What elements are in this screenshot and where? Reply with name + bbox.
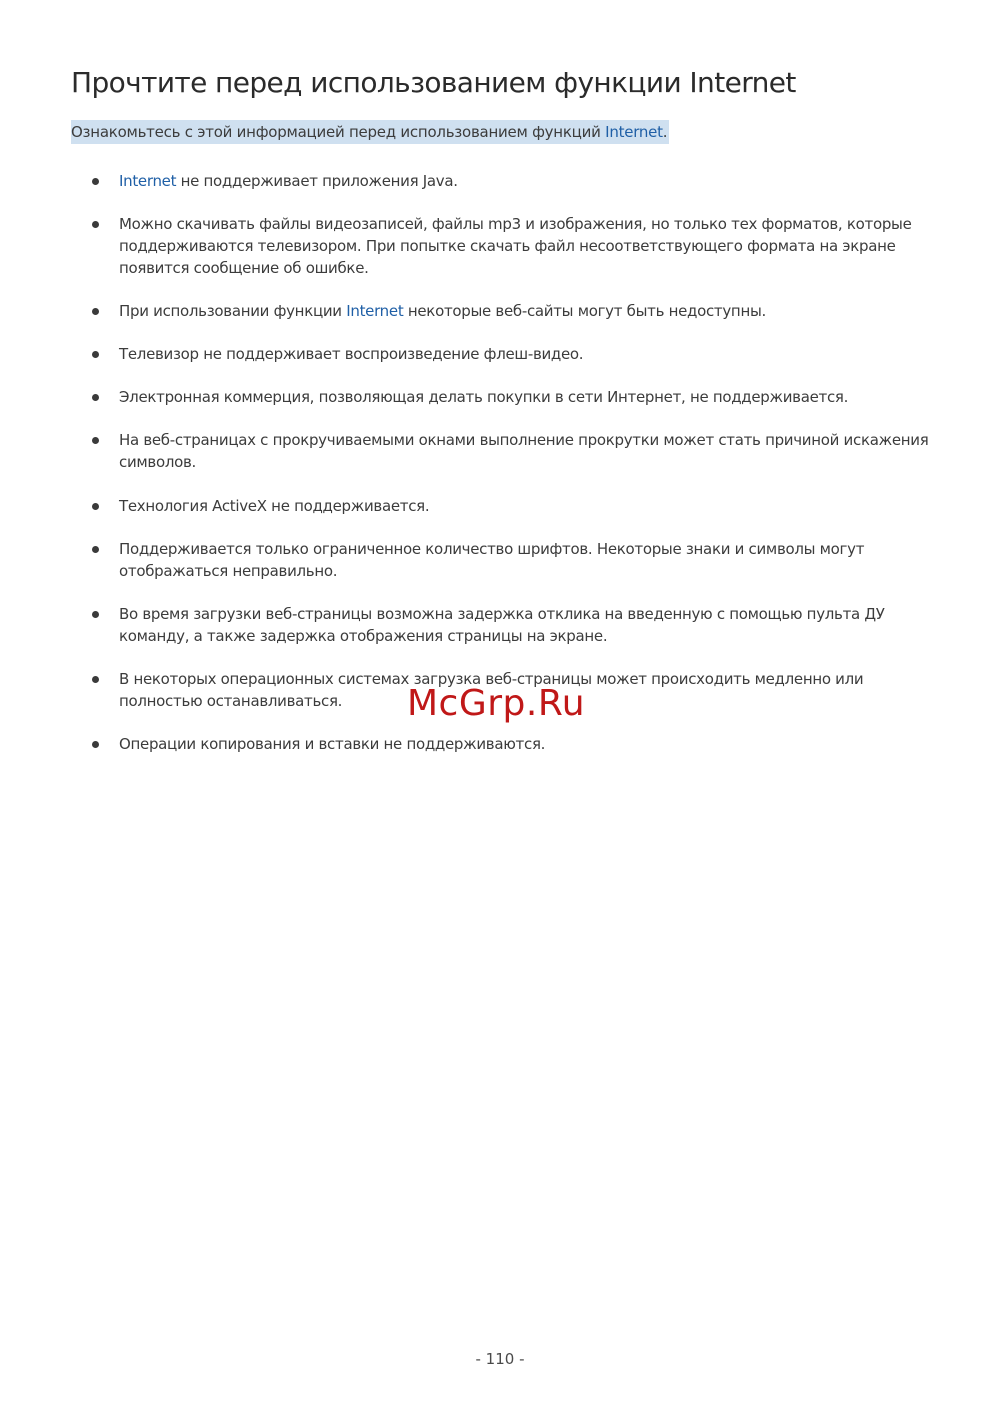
list-item-line: поддерживаются телевизором. При попытке скачать файл несоответствующего формата на экране [119,237,896,255]
bullet-icon [92,741,99,748]
page-number: - 110 - [475,1350,525,1368]
bullet-icon [92,351,99,358]
list-item-line: команду, а также задержка отображения страницы на экране. [119,627,608,645]
list-item-line: Internet не поддерживает приложения Java. [119,172,458,190]
intro-period: . [662,123,668,141]
list-item [119,538,959,582]
list-item [119,170,959,192]
internet-link[interactable]: Internet [346,302,404,320]
bullet-icon [92,308,99,315]
list-item [119,603,959,647]
list-item-line: символов. [119,453,197,471]
list-item [119,733,959,755]
bullet-icon [92,221,99,228]
list-item-line: Операции копирования и вставки не поддерживаются. [119,735,546,753]
bullet-icon [92,676,99,683]
bullet-icon [92,611,99,618]
list-item [119,429,959,473]
list-item [119,343,959,365]
list-item-line: появится сообщение об ошибке. [119,259,369,277]
internet-link[interactable]: Internet [119,172,177,190]
list-item-line: Можно скачивать файлы видеозаписей, файлы mp3 и изображения, но только тех форматов, которые [119,215,912,233]
intro-text: Ознакомьтесь с этой информацией перед использованием функций [71,123,606,141]
page-title: Прочтите перед использованием функции Internet [71,66,796,99]
bullet-icon [92,503,99,510]
list-item-line: Поддерживается только ограниченное количество шрифтов. Некоторые знаки и символы могут [119,540,865,558]
list-item-line: полностью останавливаться. [119,692,343,710]
internet-link[interactable]: Internet [605,123,663,141]
bullet-icon [92,394,99,401]
list-item-line: При использовании функции Internet некоторые веб-сайты могут быть недоступны. [119,302,766,320]
list-item [119,386,959,408]
list-item [119,300,959,322]
bullet-icon [92,437,99,444]
list-item [119,213,959,279]
bullet-icon [92,546,99,553]
list-item-line: Телевизор не поддерживает воспроизведение флеш-видео. [119,345,584,363]
list-item-line: Технология ActiveX не поддерживается. [119,497,430,515]
bullet-icon [92,178,99,185]
list-item [119,495,959,517]
intro-paragraph [71,120,669,144]
list-item-line: Электронная коммерция, позволяющая делать покупки в сети Интернет, не поддерживается. [119,388,849,406]
list-item-line: отображаться неправильно. [119,562,338,580]
watermark: McGrp.Ru [407,683,586,724]
list-item-line: На веб-страницах с прокручиваемыми окнами выполнение прокрутки может стать причиной искажения [119,431,929,449]
list-item-line: Во время загрузки веб-страницы возможна задержка отклика на введенную с помощью пульта ДУ [119,605,885,623]
list-item-line: В некоторых операционных системах загрузка веб-страницы может происходить медленно или [119,670,864,688]
